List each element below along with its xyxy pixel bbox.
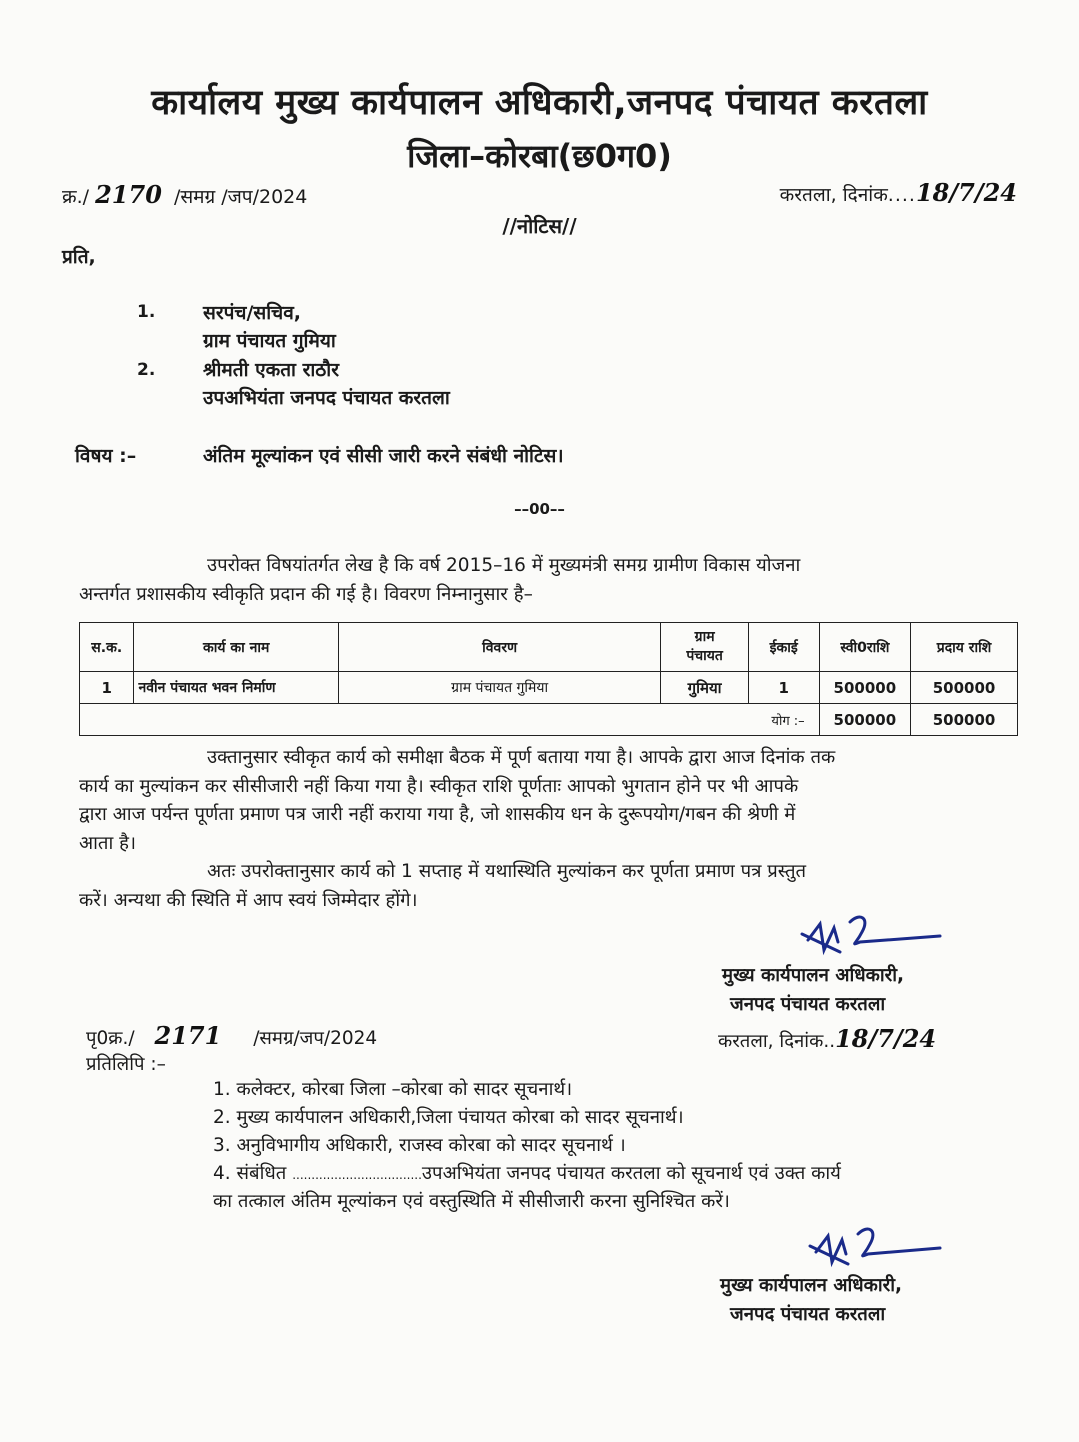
paragraph-line: अतः उपरोक्तानुसार कार्य को 1 सप्ताह में यथास्थिति मुल्यांकन कर पूर्णता प्रमाण पत्र प्रस्तुत: [207, 861, 807, 882]
date-handwritten: 18/7/24: [915, 178, 1017, 207]
col-header-sanctioned: स्वी0राशि: [819, 623, 910, 672]
endorsement-number-handwritten: 2171: [154, 1021, 222, 1050]
endorsement-suffix: /समग्र/जप/2024: [253, 1028, 378, 1049]
col-header-description: विवरण: [338, 623, 661, 672]
endorsement-prefix: पृ0क्र./: [86, 1028, 135, 1049]
paragraph-intro: [79, 552, 1018, 609]
paragraph-line: कार्य का मुल्यांकन कर सीसीजारी नहीं किया गया है। स्वीकृत राशि पूर्णताः आपको भुगतान होने पर भी आपके: [79, 775, 799, 797]
cell-description: ग्राम पंचायत गुमिया: [338, 672, 661, 704]
table-row: [80, 672, 1018, 704]
paragraph-line: आता है।: [79, 832, 136, 854]
col-header-unit: ईकाई: [748, 623, 819, 672]
district-title: जिला–कोरबा(छ0ग0): [407, 137, 672, 175]
to-label: प्रति,: [62, 246, 96, 268]
signatory-designation: मुख्य कार्यपालन अधिकारी,: [722, 965, 905, 986]
signatory-office: जनपद पंचायत करतला: [730, 1304, 886, 1325]
cell-provided: 500000: [911, 672, 1018, 704]
copy-item: 3. अनुविभागीय अधिकारी, राजस्व कोरबा को सादर सूचनार्थ ।: [213, 1135, 626, 1156]
paragraph-line: अन्तर्गत प्रशासकीय स्वीकृति प्रदान की गई है। विवरण निम्नानुसार है–: [79, 583, 533, 605]
paragraph-line: करें। अन्यथा की स्थिति में आप स्वयं जिम्मेदार होंगे।: [79, 889, 418, 911]
reference-line: [62, 180, 307, 209]
recipient-office: ग्राम पंचायत गुमिया: [203, 330, 336, 352]
cell-work-name: नवीन पंचायत भवन निर्माण: [134, 672, 338, 704]
col-header-provided: प्रदाय राशि: [911, 623, 1018, 672]
total-label: योग :–: [80, 704, 820, 736]
endorsement-ref-line: [86, 1021, 377, 1050]
total-provided: 500000: [911, 704, 1018, 736]
notice-heading: //नोटिस//: [502, 214, 577, 238]
recipient-title: सरपंच/सचिव,: [203, 302, 302, 324]
ref-prefix: क्र./: [62, 186, 90, 208]
paragraph-line: उपरोक्त विषयांतर्गत लेख है कि वर्ष 2015–16 में मुख्यमंत्री समग्र ग्रामीण विकास योजना: [207, 555, 801, 576]
recipient-number: 1.: [137, 302, 156, 322]
signatory-office: जनपद पंचायत करतला: [730, 994, 886, 1015]
cell-gram-panchayat: गुमिया: [661, 672, 748, 704]
signatory-designation: मुख्य कार्यपालन अधिकारी,: [720, 1275, 903, 1296]
recipient-number: 2.: [137, 360, 156, 380]
copy-to-label: प्रतिलिपि :–: [86, 1054, 166, 1075]
endorsement-date-label: करतला, दिनांक: [718, 1031, 824, 1052]
recipient-office: उपअभियंता जनपद पंचायत करतला: [203, 387, 450, 409]
subject-text: अंतिम मूल्यांकन एवं सीसी जारी करने संबंधी नोटिस।: [203, 445, 564, 467]
works-table: [79, 622, 1018, 736]
paragraph-review: [79, 744, 1018, 858]
subject-label: विषय :–: [75, 445, 137, 467]
date-line: करतला, दिनांक....18/7/24: [779, 178, 1017, 207]
endorsement-date-line: करतला, दिनांक..18/7/24: [718, 1024, 937, 1053]
office-title: कार्यालय मुख्य कार्यपालन अधिकारी,जनपद पंचायत करतला: [151, 83, 928, 123]
recipient-title: श्रीमती एकता राठौर: [203, 359, 339, 381]
separator: ––00––: [514, 500, 565, 518]
table-header-row: [80, 623, 1018, 672]
cell-unit: 1: [748, 672, 819, 704]
paragraph-instruction: [79, 858, 1018, 915]
copy-item: 1. कलेक्टर, कोरबा जिला –कोरबा को सादर सूचनार्थ।: [213, 1079, 573, 1100]
ref-number-handwritten: 2170: [95, 180, 162, 209]
paragraph-line: उक्तानुसार स्वीकृत कार्य को समीक्षा बैठक में पूर्ण बताया गया है। आपके द्वारा आज दिनांक तक: [207, 747, 836, 768]
copy-item-4-continued: का तत्काल अंतिम मूल्यांकन एवं वस्तुस्थिति में सीसीजारी करना सुनिश्चित करें।: [213, 1191, 730, 1212]
total-sanctioned: 500000: [819, 704, 910, 736]
ref-suffix: /समग्र /जप/2024: [173, 186, 308, 208]
col-header-work-name: कार्य का नाम: [134, 623, 338, 672]
cell-sanctioned: 500000: [819, 672, 910, 704]
copy-item-4: 4. संबंधित ..................................उपअभियंता जनपद पंचायत करतला को सूचनार्थ एवं उक्त कार्य: [213, 1163, 841, 1184]
col-header-gram-panchayat: ग्राम पंचायत: [661, 623, 748, 672]
cell-sno: 1: [80, 672, 134, 704]
date-label: करतला, दिनांक: [779, 184, 888, 206]
col-header-sno: स.क.: [80, 623, 134, 672]
table-total-row: [80, 704, 1018, 736]
copy-item: 2. मुख्य कार्यपालन अधिकारी,जिला पंचायत कोरबा को सादर सूचनार्थ।: [213, 1107, 684, 1128]
paragraph-line: द्वारा आज पर्यन्त पूर्णता प्रमाण पत्र जारी नहीं कराया गया है, जो शासकीय धन के दुरूपयोग/गबन की श्रेणी में: [79, 804, 796, 825]
endorsement-date-handwritten: 18/7/24: [835, 1024, 937, 1053]
